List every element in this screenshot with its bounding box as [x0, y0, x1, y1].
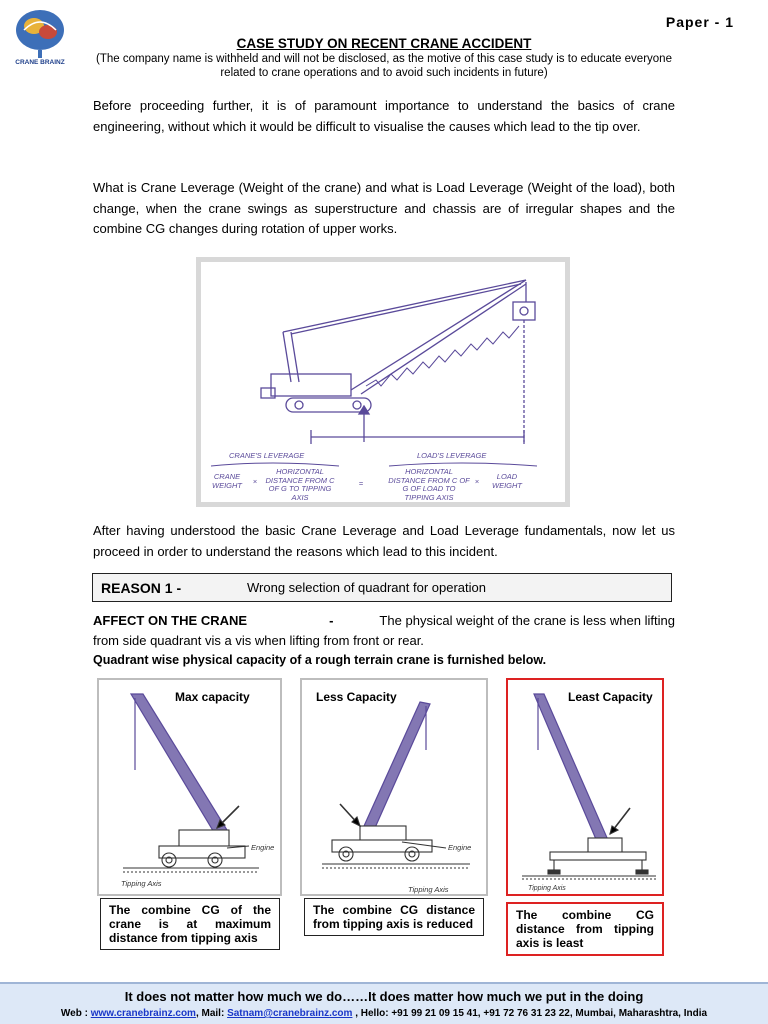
website-link[interactable]: www.cranebrainz.com — [90, 1008, 196, 1019]
panel-least-capacity — [506, 678, 664, 896]
reason-text: Wrong selection of quadrant for operation — [247, 580, 486, 595]
load-weight-label: LOAD WEIGHT — [492, 472, 522, 490]
paper-number: Paper - 1 — [665, 14, 734, 30]
crawler-crane-illustration — [201, 262, 565, 502]
panel-caption-max: The combine CG of the crane is at maximum distance from tipping axis — [100, 898, 280, 950]
panel-title: Less Capacity — [316, 690, 397, 704]
email-link[interactable]: Satnam@cranebrainz.com — [227, 1008, 353, 1019]
reason-box — [92, 573, 672, 602]
footer-contact — [0, 1008, 768, 1019]
footer-motto: It does not matter how much we do……It does matter how much we put in the doing — [124, 989, 644, 1004]
intro-paragraph: Before proceeding further, it is of paramount importance to understand the basics of crane engineering, without which it would be difficult to visualise the causes which lead to the tip over. — [93, 98, 675, 134]
leverage-paragraph: What is Crane Leverage (Weight of the crane) and what is Load Leverage (Weight of the load), both change, when the crane swings as superstructure and chassis are of irregular shapes and the combine CG changes during rotation of upper works. — [93, 180, 675, 236]
mail-label: , Mail: — [195, 1008, 228, 1019]
page-title: CASE STUDY ON RECENT CRANE ACCIDENT — [236, 36, 532, 51]
affect-paragraph — [93, 611, 675, 651]
logo-text: CRANE BRAINZ — [15, 59, 65, 66]
tipping-axis-label: Tipping Axis — [121, 879, 162, 888]
load-distance-label: HORIZONTAL DISTANCE FROM C OF G OF LOAD TO TIPPING AXIS — [388, 468, 470, 502]
tipping-axis-label: Tipping Axis — [408, 885, 449, 894]
quadrant-note: Quadrant wise physical capacity of a rough terrain crane is furnished below. — [93, 653, 547, 667]
panel-caption-least: The combine CG distance from tipping axis is least — [506, 902, 664, 956]
crane-distance-label: HORIZONTAL DISTANCE FROM C OF G TO TIPPING AXIS — [265, 468, 335, 502]
equals-symbol: = — [358, 479, 364, 488]
rough-terrain-crane-front-illustration — [99, 680, 280, 894]
times-symbol-1: × — [252, 477, 258, 486]
crane-weight-label: CRANE WEIGHT — [212, 472, 242, 490]
panel-title: Least Capacity — [568, 690, 653, 704]
panel-max-capacity — [97, 678, 282, 896]
times-symbol-2: × — [474, 477, 480, 486]
panel-caption-less: The combine CG distance from tipping axis is reduced — [304, 898, 484, 936]
tipping-axis-label: Tipping Axis — [528, 885, 566, 892]
panel-title: Max capacity — [175, 690, 250, 704]
affect-heading: AFFECT ON THE CRANE — [93, 613, 248, 628]
web-label: Web : — [60, 1008, 91, 1019]
engine-label: Engine — [448, 843, 472, 852]
page-footer — [0, 982, 768, 1024]
rough-terrain-crane-side-illustration — [508, 680, 662, 894]
rough-terrain-crane-diagonal-illustration — [302, 680, 486, 894]
panel-less-capacity — [300, 678, 488, 896]
phone-info: , Hello: +91 99 21 09 15 41, +91 72 76 31 23 22, Mumbai, Maharashtra, India — [352, 1008, 708, 1019]
leverage-diagram — [196, 257, 570, 507]
loads-leverage-label: LOAD'S LEVERAGE — [417, 451, 487, 460]
page-subtitle: (The company name is withheld and will not be disclosed, as the motive of this case study is to educate everyone related to crane operations and to avoid such incidents in future) — [96, 53, 672, 79]
reason-label: REASON 1 - — [101, 579, 182, 596]
fundamentals-paragraph: After having understood the basic Crane Leverage and Load Leverage fundamentals, now let us proceed in order to understand the reasons which lead to this incident. — [93, 523, 675, 559]
affect-dash: - — [329, 613, 334, 628]
cranes-leverage-label: CRANE'S LEVERAGE — [229, 451, 305, 460]
affect-text: The physical weight of the crane is less when lifting from side quadrant vis a vis when lifting from front or rear. — [93, 613, 675, 648]
engine-label: Engine — [251, 843, 275, 852]
